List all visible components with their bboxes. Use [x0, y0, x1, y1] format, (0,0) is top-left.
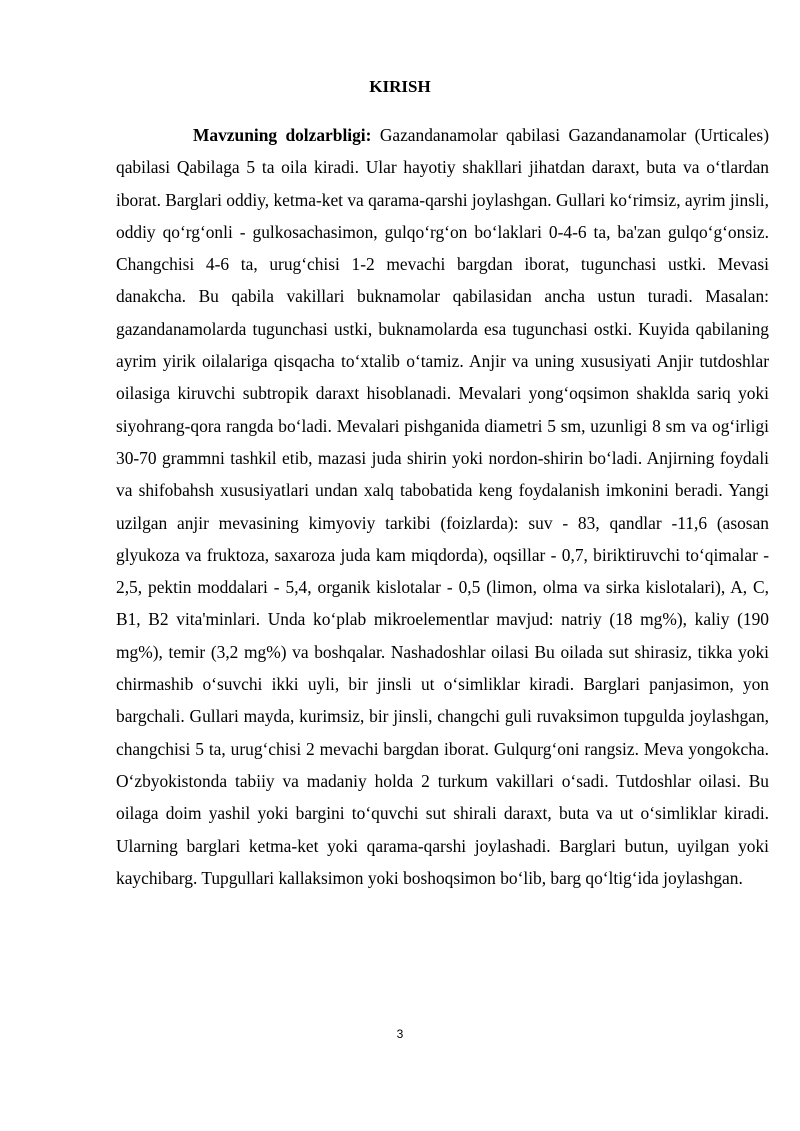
page-number: 3 — [396, 1027, 404, 1041]
paragraph-text: Gazandanamolar qabilasi Gazandanamolar (Urticales) qabilasi Qabilaga 5 ta oila kiradi. Ular hayotiy shakllari jihatdan daraxt, buta va o‘tlardan iborat. Barglari oddiy, ketma-ket va qarama-qarshi joylashgan. Gullari ko‘rimsiz, ayrim jinsli, oddiy qo‘rg‘onli - gulkosachasimon, gulqo‘rg‘on bo‘laklari 0-4-6 ta, ba'zan gulqo‘g‘onsiz. Changchisi 4-6 ta, urug‘chisi 1-2 mevachi bargdan iborat, tugunchasi ustki. Mevasi danakcha. Bu qabila vakillari buknamolar qabilasidan ancha ustun turadi. Masalan: gazandanamolarda tugunchasi ustki, buknamolarda esa tugunchasi ostki. Kuyida qabilaning ayrim yirik oilalariga qisqacha to‘xtalib o‘tamiz. Anjir va uning xususiyati Anjir tutdoshlar oilasiga kiruvchi subtropik daraxt hisoblanadi. Mevalari yong‘oqsimon shaklda sariq yoki siyohrang-qora rangda bo‘ladi. Mevalari pishganida diametri 5 sm, uzunligi 8 sm va og‘irligi 30-70 grammni tashkil etib, mazasi juda shirin yoki nordon-shirin bo‘ladi. Anjirning foydali va shifobahsh xususiyatlari undan xalq tabobatida keng foydalanish imkonini beradi. Yangi uzilgan anjir mevasining kimyoviy tarkibi (foizlarda): suv - 83, qandlar -11,6 (asosan glyukoza va fruktoza, saxaroza juda kam miqdorda), oqsillar - 0,7, biriktiruvchi to‘qimalar - 2,5, pektin moddalari - 5,4, organik kislotalar - 0,5 (limon, olma va sirka kislotalari), A, C, B1, B2 vita'minlari. Unda ko‘plab mikroelementlar mavjud: natriy (18 mg%), kaliy (190 mg%), temir (3,2 mg%) va boshqalar. Nashadoshlar oilasi Bu oilada sut shirasiz, tikka yoki chirmashib o‘suvchi ikki uyli, bir jinsli ut o‘simliklar kiradi. Barglari panjasimon, yon bargchali. Gullari mayda, kurimsiz, bir jinsli, changchi guli ruvaksimon tupgulda joylashgan, changchisi 5 ta, urug‘chisi 2 mevachi bargdan iborat. Gulqurg‘oni rangsiz. Meva yongokcha. O‘zbyokistonda tabiiy va madaniy holda 2 turkum vakillari o‘sadi. Tutdoshlar oilasi. Bu oilaga doim yashil yoki bargini to‘quvchi sut shirali daraxt, buta va ut o‘simliklar kiradi. Ularning barglari ketma-ket yoki qarama-qarshi joylashadi. Barglari butun, uyilgan yoki kaychibarg. Tupgullari kallaksimon yoki boshoqsimon bo‘lib, barg qo‘ltig‘ida joylashgan. — [116, 125, 769, 888]
section-heading: KIRISH — [369, 77, 431, 96]
paragraph-lead: Mavzuning dolzarbligi: — [193, 125, 372, 145]
body-paragraph — [116, 119, 769, 894]
